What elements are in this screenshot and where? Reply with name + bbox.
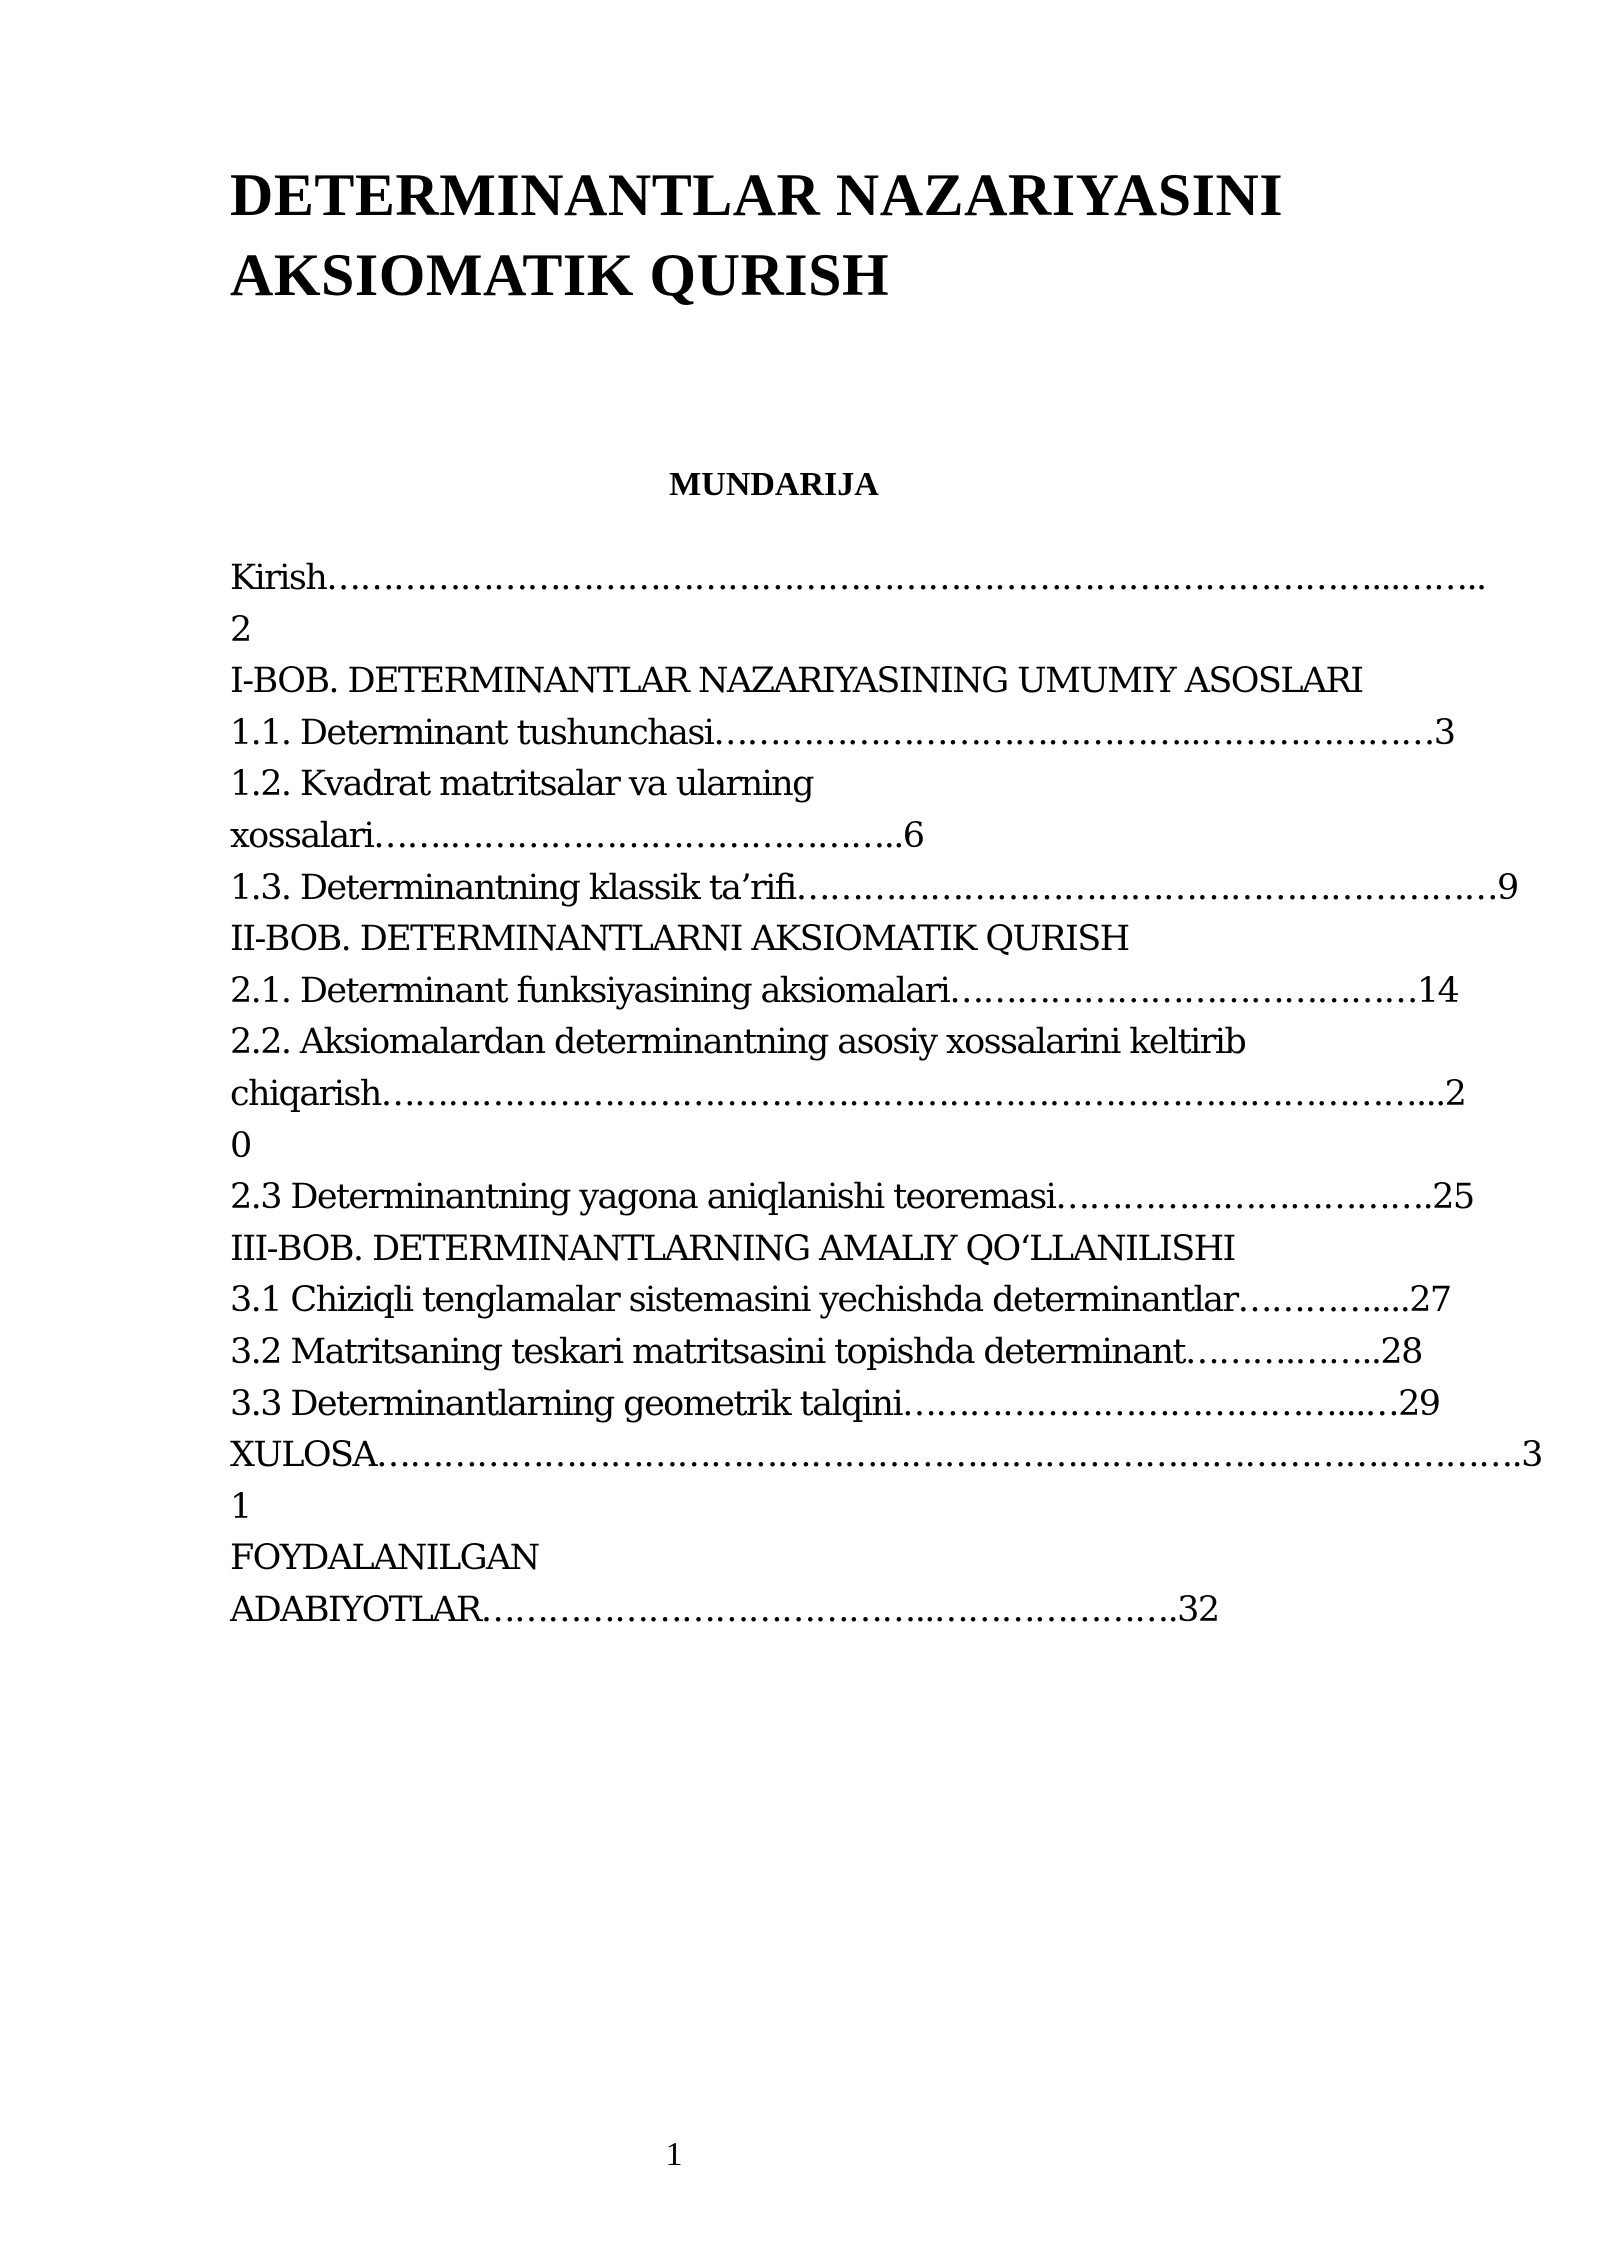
- toc-line: 1: [230, 1486, 251, 1527]
- toc-chapter-heading: II-BOB. DETERMINANTLARNI AKSIOMATIK QURISH: [230, 919, 1129, 960]
- table-of-contents: [230, 553, 1542, 1636]
- toc-line: chiqarish…………………………………………………………………………………...2: [230, 1073, 1466, 1114]
- toc-line: Kirish………………………………………………………………….………………...……..: [230, 558, 1486, 598]
- toc-line: 1.3. Determinantning klassik ta’rifi………………………………………………………9: [230, 867, 1518, 908]
- toc-line: 0: [230, 1125, 251, 1166]
- toc-line: 2.1. Determinant funksiyasining aksiomalari……………………………………14: [230, 970, 1459, 1011]
- toc-line: ADABIYOTLAR…………………………………..………………….32: [230, 1589, 1219, 1630]
- document-title: [230, 155, 1430, 315]
- toc-line: XULOSA………………………………………………………………………………………….3: [230, 1435, 1542, 1476]
- title-line: AKSIOMATIK QURISH: [230, 242, 890, 308]
- toc-chapter-heading: III-BOB. DETERMINANTLARNING AMALIY QO‘LLANILISHI: [230, 1228, 1235, 1269]
- toc-line: xossalari…….…………………………………..6: [230, 815, 924, 856]
- title-line: DETERMINANTLAR NAZARIYASINI: [230, 162, 1284, 228]
- toc-heading: MUNDARIJA: [669, 466, 879, 503]
- toc-line: 2.2. Aksiomalardan determinantning asosiy xossalarini keltirib: [230, 1022, 1246, 1063]
- toc-line: 1.1. Determinant tushunchasi……………………………………..…………………3: [230, 712, 1455, 753]
- toc-line: 3.2 Matritsaning teskari matritsasini topishda determinant……….……..28: [230, 1331, 1422, 1372]
- toc-line: 2.3 Determinantning yagona aniqlanishi teoremasi…………………………….25: [230, 1177, 1474, 1218]
- toc-line: 1.2. Kvadrat matritsalar va ularning: [230, 764, 813, 805]
- toc-line: 2: [230, 609, 251, 650]
- toc-chapter-heading: I-BOB. DETERMINANTLAR NAZARIYASINING UMUMIY ASOSLARI: [230, 661, 1363, 702]
- toc-line: 3.1 Chiziqli tenglamalar sistemasini yechishda determinantlar…………....27: [230, 1280, 1451, 1321]
- toc-line: 3.3 Determinantlarning geometrik talqini…………………………………...…29: [230, 1383, 1440, 1424]
- page-number: 1: [665, 2136, 683, 2173]
- toc-line: FOYDALANILGAN: [230, 1538, 539, 1579]
